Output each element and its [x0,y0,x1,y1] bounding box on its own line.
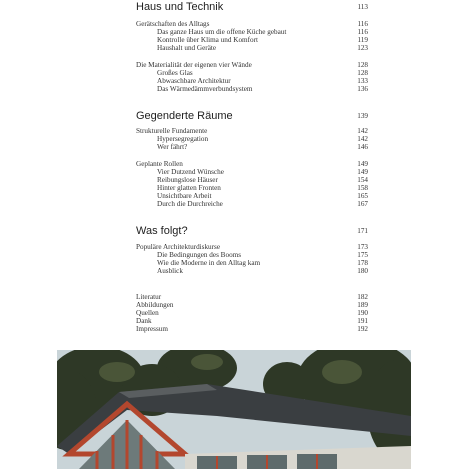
page-number: 119 [357,36,368,44]
page-number: 173 [357,243,368,251]
entry-label: Reibungslose Häuser [157,176,218,184]
page-number: 158 [357,184,368,192]
page-number: 128 [357,69,368,77]
page-number: 192 [357,325,368,333]
section-title: Was folgt? [136,225,188,237]
entry-label: Vier Dutzend Wünsche [157,168,224,176]
entry-label: Kontrolle über Klima und Komfort [157,36,259,44]
page-number: 149 [357,168,368,176]
entry-label: Die Materialität der eigenen vier Wände [136,61,252,69]
entry-label: Hinter glatten Fronten [157,184,221,192]
page-number: 180 [357,267,368,275]
toc-section-heading[interactable] [136,109,368,125]
toc-backmatter-entry[interactable] [136,325,368,334]
entry-label: Wie die Moderne in den Alltag kam [157,259,261,267]
entry-label: Abwaschbare Architektur [157,77,231,85]
page-number: 171 [357,227,368,235]
entry-label: Die Bedingungen des Booms [157,251,242,259]
entry-label: Geplante Rollen [136,160,183,168]
page-number: 133 [357,77,368,85]
page-number: 142 [357,135,368,143]
toc-entry[interactable] [136,85,368,94]
toc-entry[interactable] [136,143,368,152]
toc-entry[interactable] [136,44,368,53]
page-number: 116 [357,20,368,28]
section-title: Haus und Technik [136,1,224,13]
section-title: Gegenderte Räume [136,110,233,122]
house-photo-illustration [57,350,411,469]
page-number: 123 [357,44,368,52]
entry-label: Durch die Durchreiche [157,200,223,208]
entry-label: Literatur [136,293,162,301]
page-number: 175 [357,251,368,259]
entry-label: Wer fährt? [157,143,188,151]
entry-label: Abbildungen [136,301,174,309]
page-number: 191 [357,317,368,325]
entry-label: Das Wärmedämmverbundsystem [157,85,253,93]
page-number: 189 [357,301,368,309]
entry-label: Hypersegregation [157,135,209,143]
toc-entry[interactable] [136,200,368,209]
toc-entry[interactable] [136,267,368,276]
page-number: 154 [357,176,368,184]
page-number: 142 [357,127,368,135]
entry-label: Impressum [136,325,168,333]
entry-label: Ausblick [157,267,183,275]
page-number: 139 [357,112,368,120]
toc-section-heading[interactable] [136,0,368,16]
entry-label: Unsichtbare Arbeit [157,192,212,200]
page-number: 182 [357,293,368,301]
house-photo [57,350,411,469]
entry-label: Dank [136,317,152,325]
page-number: 167 [357,200,368,208]
page-number: 190 [357,309,368,317]
toc-section-heading[interactable] [136,224,368,240]
page-number: 113 [357,3,368,11]
entry-label: Großes Glas [157,69,193,77]
entry-label: Strukturelle Fundamente [136,127,208,135]
page-number: 165 [357,192,368,200]
page-number: 178 [357,259,368,267]
entry-label: Gerätschaften des Alltags [136,20,210,28]
entry-label: Populäre Architekturdiskurse [136,243,221,251]
entry-label: Quellen [136,309,159,317]
page-number: 116 [357,28,368,36]
page-number: 146 [357,143,368,151]
entry-label: Haushalt und Geräte [157,44,217,52]
page-number: 149 [357,160,368,168]
entry-label: Das ganze Haus um die offene Küche gebaut [157,28,287,36]
page-number: 128 [357,61,368,69]
page-number: 136 [357,85,368,93]
